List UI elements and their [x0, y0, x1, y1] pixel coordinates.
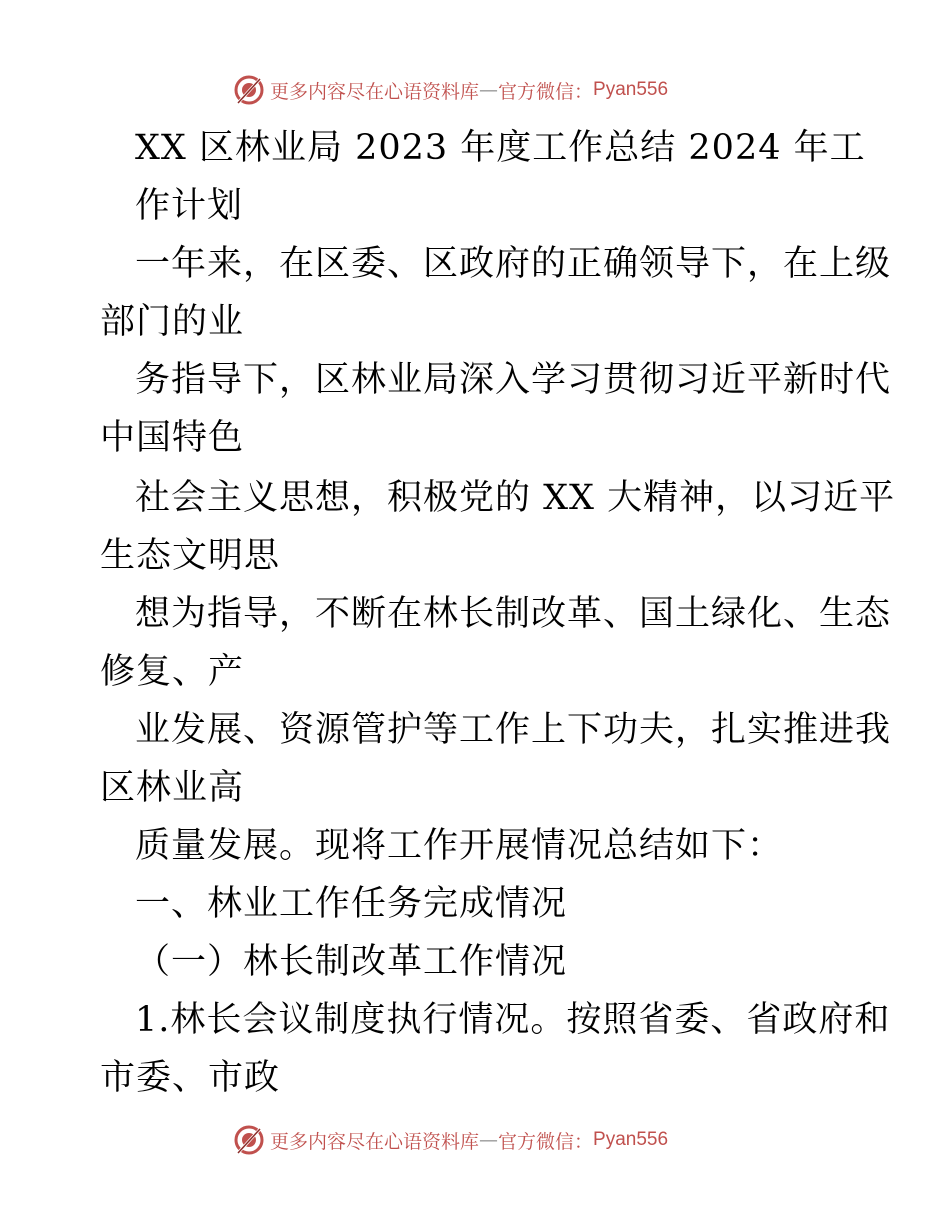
paragraph-line: 市委、市政	[100, 1058, 281, 1098]
watermark-wechat-id: Pyan556	[593, 79, 669, 100]
watermark-lead-text: 更多内容尽在心语资料库	[270, 1130, 480, 1153]
paragraph-line: 中国特色	[100, 418, 245, 458]
paragraph-line: 业发展、资源管护等工作上下功夫，扎实推进我	[135, 710, 892, 750]
section-heading: 一、林业工作任务完成情况	[135, 884, 568, 924]
subsection-heading: （一）林长制改革工作情况	[135, 942, 568, 982]
paragraph-line: 一年来，在区委、区政府的正确领导下，在上级	[135, 244, 892, 284]
watermark-lead-text: 更多内容尽在心语资料库	[270, 80, 480, 103]
paragraph-line: 社会主义思想，积极党的 XX 大精神，以习近平	[135, 478, 896, 518]
paragraph-line: 生态文明思	[100, 536, 281, 576]
watermark-header	[232, 72, 668, 108]
paragraph-line: 修复、产	[100, 652, 245, 692]
paragraph-line: 部门的业	[100, 302, 245, 342]
pen-logo-icon	[232, 73, 266, 107]
watermark-dash: —	[479, 79, 499, 101]
watermark-wechat-id: Pyan556	[593, 1129, 669, 1150]
paragraph-line: 区林业高	[100, 768, 245, 808]
paragraph-line: 想为指导，不断在林长制改革、国土绿化、生态	[135, 594, 892, 634]
paragraph-line: 务指导下，区林业局深入学习贯彻习近平新时代	[135, 360, 892, 400]
watermark-wechat-label: 官方微信：	[498, 1130, 594, 1153]
pen-logo-icon	[232, 1123, 266, 1157]
watermark-footer	[232, 1122, 668, 1158]
document-title-line-1: XX 区林业局 2023 年度工作总结 2024 年工	[135, 128, 866, 168]
watermark-dash: —	[479, 1129, 499, 1151]
watermark-wechat-label: 官方微信：	[498, 80, 594, 103]
document-title-line-2: 作计划	[135, 186, 244, 226]
paragraph-line: 质量发展。现将工作开展情况总结如下：	[135, 826, 784, 866]
paragraph-line: 1.林长会议制度执行情况。按照省委、省政府和	[135, 1000, 891, 1040]
